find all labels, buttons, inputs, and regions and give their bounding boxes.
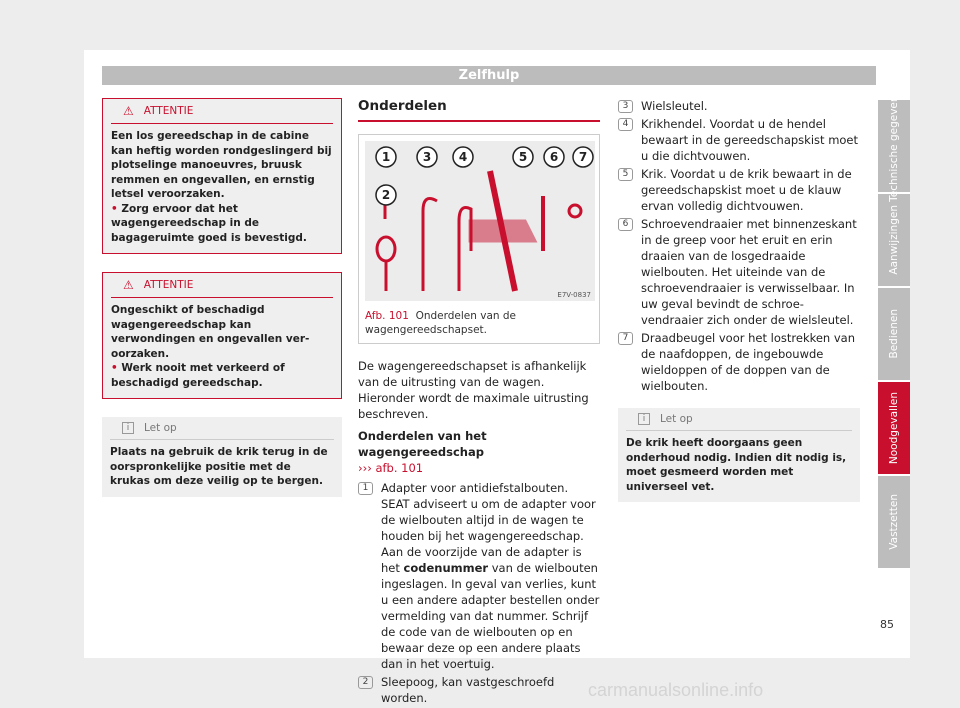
callout-6-label: 6 <box>549 150 559 164</box>
callout-1-label: 1 <box>381 150 391 164</box>
tab-bedienen[interactable]: Bedienen <box>878 288 910 380</box>
callout-5-label: 5 <box>518 150 528 164</box>
figure-link[interactable]: ››› afb. 101 <box>358 461 424 475</box>
tab-technische-gegevens[interactable]: Technische gegevens <box>878 100 910 192</box>
callout-3-label: 3 <box>422 150 432 164</box>
page-header: Zelfhulp <box>102 66 876 85</box>
right-column <box>618 98 860 514</box>
toolkit-drawing <box>365 141 595 301</box>
figure-101 <box>358 134 600 344</box>
chapter-tabs <box>878 90 910 570</box>
note-text: Plaats na gebruik de krik terug in de oorspronkelijke positie met de krukas om deze veilig op te bergen. <box>110 446 328 487</box>
bullet-icon: • <box>111 362 122 374</box>
list-item: 1 Adapter voor antidiefstalbouten. SEAT adviseert u om de adapter voor de wielbouten altijd in de wagen te houden bij het wagengereedschap. Aan de voorzijde van de adapter is het codenummer van de wielbouten ingeslagen. In geval van verlies, kunt u een andere adapter bestellen onder vermelding van dat nummer. Schrijf de code van de wielbouten op en bewaar deze op een andere plaats dan in het voertuig. <box>358 480 600 672</box>
warning-text: Ongeschikt of beschadigd wagengereedschap kan verwondingen en ongevallen veroorzaken. <box>111 304 310 360</box>
note-label: Let op <box>660 413 693 425</box>
middle-column <box>358 98 600 708</box>
tab-aanwijzingen[interactable]: Aanwijzingen <box>878 194 910 286</box>
list-item: 3 Wielsleutel. <box>618 98 860 114</box>
list-item: 7 Draadbeugel voor het lostrekken van de naafdoppen, de ingebouwde wieldoppen of de doppen van de wielbouten. <box>618 330 860 394</box>
callout-2-label: 2 <box>381 188 391 202</box>
figure-caption: Afb. 101 Onderdelen van de wagengereedschapset. <box>365 310 517 336</box>
note-text: De krik heeft doorgaans geen onderhoud nodig. Indien dit nodig is, moet gesmeerd worden met universeel vet. <box>626 437 847 493</box>
watermark: carmanualsonline.info <box>588 680 764 700</box>
note-box-1 <box>102 417 342 497</box>
tab-noodgevallen[interactable]: Noodgevallen <box>878 382 910 474</box>
page-number: 85 <box>880 618 894 631</box>
warning-label: ATTENTIE <box>143 105 194 117</box>
info-icon: i <box>638 413 650 425</box>
warning-box-2 <box>102 272 342 399</box>
info-icon: i <box>122 422 134 434</box>
callout-4-label: 4 <box>458 150 468 164</box>
figure-code: E7V-0837 <box>557 291 591 299</box>
note-label: Let op <box>144 422 177 434</box>
warning-triangle-icon: ⚠ <box>123 104 134 118</box>
warning-label: ATTENTIE <box>143 279 194 291</box>
subheading: Onderdelen van het wagengereedschap <box>358 429 487 459</box>
warning-text: Een los gereedschap in de cabine kan heftig worden rondgeslingerd bij plotselinge manoeuvres, bruusk remmen en ongevallen, en ernstig letsel veroorzaken. <box>111 130 332 200</box>
warning-triangle-icon: ⚠ <box>123 278 134 292</box>
callout-7-label: 7 <box>578 150 588 164</box>
note-box-2 <box>618 408 860 502</box>
left-column <box>102 98 342 509</box>
list-item: 5 Krik. Voordat u de krik bewaart in de gereedschapskist moet u de klauw ervan volledig dichtvouwen. <box>618 166 860 214</box>
warning-box-1 <box>102 98 342 254</box>
list-item: 6 Schroevendraaier met binnenzeskant in de greep voor het eruit en erin draaien van de losgedraaide wielbouten. Het uiteinde van de schroevendraaier is verwisselbaar. In uw geval bevindt de schroevendraaier zich onder de wielsleutel. <box>618 216 860 328</box>
warning-bullet: Zorg ervoor dat het wagengereedschap in de bagageruimte goed is bevestigd. <box>111 202 307 244</box>
warning-bullet: Werk nooit met verkeerd of beschadigd gereedschap. <box>111 362 285 389</box>
list-item: 2 Sleepoog, kan vastgeschroefd worden. <box>358 674 600 706</box>
tab-vastzetten[interactable]: Vastzetten <box>878 476 910 568</box>
toolkit-illustration <box>365 141 595 301</box>
list-item: 4 Krikhendel. Voordat u de hendel bewaart in de gereedschapskist moet u die dichtvouwen. <box>618 116 860 164</box>
intro-paragraph: De wagengereedschapset is afhankelijk van de uitrusting van de wagen. Hieronder wordt de maximale uitrusting beschreven. <box>358 359 589 421</box>
section-title: Onderdelen <box>358 98 600 122</box>
bullet-icon: • <box>111 202 122 215</box>
